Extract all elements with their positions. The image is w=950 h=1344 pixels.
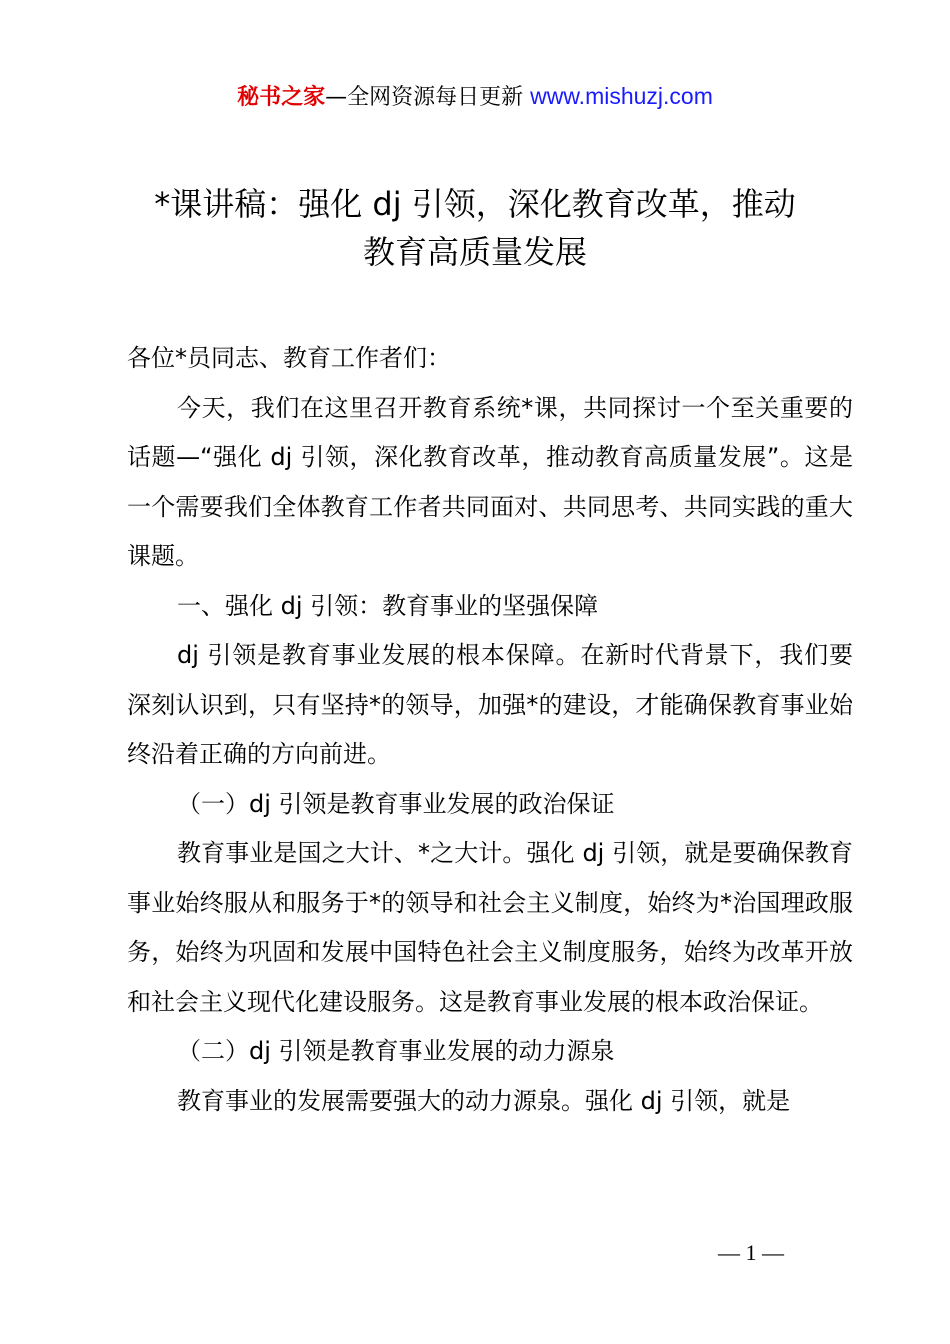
paragraph-intro: 今天，我们在这里召开教育系统*课，共同探讨一个至关重要的话题—“强化 dj 引领，深化教育改革，推动教育高质量发展”。这是一个需要我们全体教育工作者共同面对、共同思考、共同实践的重大课题。 <box>127 393 853 570</box>
page-number: — 1 — <box>718 1240 784 1265</box>
site-url[interactable]: www.mishuzj.com <box>530 83 713 109</box>
paragraph-subsection-2: 教育事业的发展需要强大的动力源泉。强化 dj 引领，就是 <box>177 1086 791 1115</box>
paragraph-subsection-1: 教育事业是国之大计、*之大计。强化 dj 引领，就是要确保教育事业始终服从和服务于*的领导和社会主义制度，始终为*治国理政服务，始终为巩固和发展中国特色社会主义制度服务，始终为改革开放和社会主义现代化建设服务。这是教育事业发展的根本政治保证。 <box>127 839 853 1016</box>
salutation: 各位*员同志、教育工作者们： <box>127 344 451 372</box>
site-brand: 秘书之家 <box>237 85 326 110</box>
document-body <box>127 334 853 1126</box>
site-tagline: —全网资源每日更新 <box>325 85 524 110</box>
title-line-1: *课讲稿：强化 dj 引领，深化教育改革，推动 <box>154 185 796 223</box>
section-heading-1: 一、强化 dj 引领：教育事业的坚强保障 <box>177 591 599 620</box>
document-title <box>100 180 850 276</box>
subheading-1: （一）dj 引领是教育事业发展的政治保证 <box>177 789 615 818</box>
paragraph-section-1: dj 引领是教育事业发展的根本保障。在新时代背景下，我们要深刻认识到，只有坚持*的领导，加强*的建设，才能确保教育事业始终沿着正确的方向前进。 <box>127 641 853 768</box>
title-line-2: 教育高质量发展 <box>362 233 587 271</box>
subheading-2: （二）dj 引领是教育事业发展的动力源泉 <box>177 1037 615 1065</box>
site-header <box>0 80 950 114</box>
